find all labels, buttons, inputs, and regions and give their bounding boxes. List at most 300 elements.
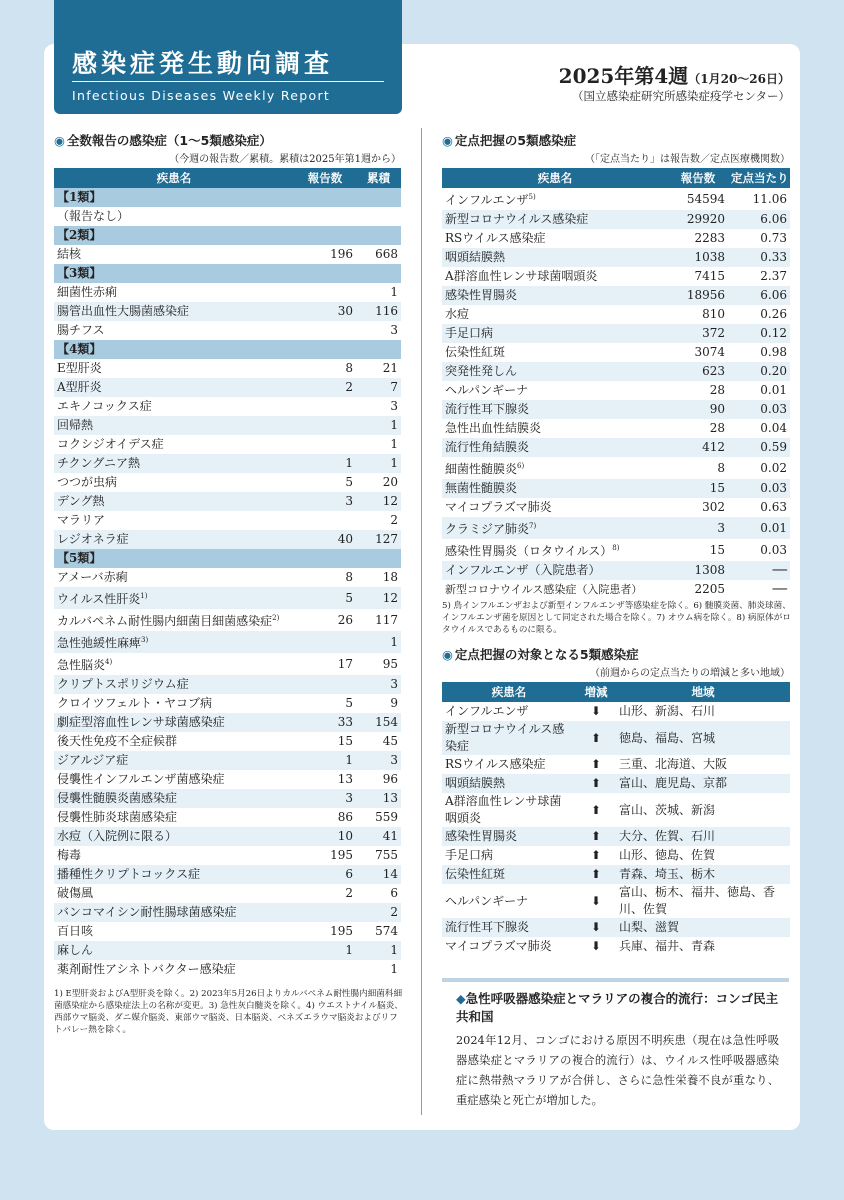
arrow-up-icon: ⬆ — [576, 865, 616, 884]
disease-cell — [442, 498, 668, 517]
disease-name: 薬剤耐性アシネトバクター感染症 — [57, 962, 236, 976]
disease-name: 水痘（入院例に限る） — [57, 829, 178, 843]
disease-name: 咽頭結膜熱 — [445, 250, 506, 264]
table-row — [442, 381, 790, 400]
cumulative-cell: 9 — [390, 696, 398, 710]
arrow-up-icon: ⬆ — [576, 774, 616, 793]
count-cell — [294, 416, 356, 435]
count-cell: 3 — [294, 789, 356, 808]
cumulative-cell: 13 — [356, 789, 401, 808]
cumulative-cell: 45 — [382, 734, 398, 748]
col-disease: 疾患名 — [54, 168, 294, 188]
disease-cell — [442, 438, 668, 457]
disease-cell — [54, 694, 294, 713]
disease-cell — [442, 324, 668, 343]
count-cell — [294, 321, 356, 340]
count-cell: 26 — [337, 612, 353, 627]
table-row — [442, 267, 790, 286]
news-title-text: 急性呼吸器感染症とマラリアの複合的流行：コンゴ民主共和国 — [456, 991, 779, 1024]
cumulative-cell: 3 — [390, 323, 398, 337]
category-label: 【5類】 — [54, 549, 401, 568]
arrow-down-icon: ⬇ — [590, 893, 602, 908]
disease-cell — [442, 188, 668, 210]
region-cell: 徳島、福島、宮城 — [616, 721, 790, 755]
table-row — [442, 438, 790, 457]
count-cell: 15 — [709, 542, 725, 557]
footnote-ref: 8) — [612, 544, 620, 552]
disease-cell — [54, 631, 294, 653]
disease-cell — [442, 381, 668, 400]
table-row — [54, 694, 401, 713]
column-divider — [421, 128, 422, 1115]
cumulative-cell: 2 — [390, 513, 398, 527]
cumulative-cell: 117 — [375, 612, 398, 627]
col-count: 報告数 — [294, 168, 356, 188]
disease-name: （報告なし） — [57, 209, 130, 223]
footnote-ref: 6) — [517, 462, 525, 470]
news-title — [442, 982, 789, 1026]
disease-cell — [54, 770, 294, 789]
per-sentinel-cell: 0.03 — [728, 479, 790, 498]
count-cell: 3074 — [694, 345, 725, 359]
table-row — [442, 721, 790, 755]
disease-name: 流行性耳下腺炎 — [445, 920, 530, 934]
disease-name: 新型コロナウイルス感染症 — [445, 722, 565, 753]
cumulative-cell: 12 — [356, 492, 401, 511]
count-cell: 15 — [337, 734, 353, 748]
disease-name: 劇症型溶血性レンサ球菌感染症 — [57, 715, 225, 729]
table-row — [54, 587, 401, 609]
table-row — [54, 884, 401, 903]
count-cell: 10 — [294, 827, 356, 846]
disease-cell — [442, 918, 576, 937]
disease-cell — [442, 865, 576, 884]
disease-name: 百日咳 — [57, 924, 94, 938]
disease-name: デング熱 — [57, 494, 105, 508]
right1-footnote: 5) 鳥インフルエンザおよび新型インフルエンザ等感染症を除く。6) 髄膜炎菌、肺炎球菌、インフルエンザ菌を原因として同定された場合を除く。7) オウム病を除く。8) 病原体がロタウイルスであるものに限る。 — [442, 601, 791, 635]
per-sentinel-cell: 6.06 — [728, 210, 790, 229]
count-cell: 3 — [294, 492, 356, 511]
disease-cell — [54, 435, 294, 454]
left-heading-text: 全数報告の感染症（1～5類感染症） — [66, 133, 272, 148]
disease-cell — [442, 419, 668, 438]
per-sentinel-cell: 0.26 — [760, 307, 787, 321]
per-sentinel-cell: 0.01 — [728, 517, 790, 539]
arrow-up-icon: ⬆ — [576, 721, 616, 755]
region-cell: 富山、鹿児島、京都 — [616, 774, 790, 793]
disease-name: 急性弛緩性麻痺 — [57, 636, 142, 650]
table-row — [54, 789, 401, 808]
disease-cell — [54, 302, 294, 321]
bullet-icon: ◉ — [442, 647, 453, 662]
disease-cell — [54, 359, 294, 378]
count-cell: 13 — [337, 772, 353, 786]
disease-name: 手足口病 — [445, 326, 494, 340]
count-cell: 372 — [668, 324, 728, 343]
table-row — [54, 321, 401, 340]
table-row — [442, 755, 790, 774]
category-row — [54, 549, 401, 568]
footnote-ref: 5) — [528, 193, 536, 201]
disease-cell — [54, 789, 294, 808]
table-row — [442, 248, 790, 267]
cumulative-cell: 127 — [356, 530, 401, 549]
table-row — [442, 286, 790, 305]
region-cell: 山形、徳島、佐賀 — [619, 848, 716, 862]
cumulative-cell: 14 — [356, 865, 401, 884]
table-row — [54, 359, 401, 378]
disease-name: 破傷風 — [57, 886, 94, 900]
table-row — [54, 609, 401, 631]
count-cell: 623 — [668, 362, 728, 381]
disease-name: 急性出血性結膜炎 — [445, 421, 542, 435]
disease-name: 流行性耳下腺炎 — [445, 402, 530, 416]
per-sentinel-cell: 0.63 — [760, 500, 787, 514]
disease-cell — [442, 539, 668, 561]
disease-cell — [442, 267, 668, 286]
count-cell: 3 — [668, 517, 728, 539]
cumulative-cell: 1 — [356, 416, 401, 435]
table-row — [54, 675, 401, 694]
count-cell: 412 — [668, 438, 728, 457]
disease-name: 突発性発しん — [445, 364, 518, 378]
cumulative-cell: 1 — [356, 631, 401, 653]
region-cell: 山形、新潟、石川 — [619, 704, 716, 718]
table-header-row — [54, 168, 401, 188]
count-cell: 1 — [294, 941, 356, 960]
per-sentinel-cell: 0.33 — [728, 248, 790, 267]
count-cell: 90 — [668, 400, 728, 419]
disease-cell — [54, 454, 294, 473]
disease-name: ジアルジア症 — [57, 753, 129, 767]
disease-name: 侵襲性髄膜炎菌感染症 — [57, 791, 178, 805]
disease-cell — [442, 400, 668, 419]
col-cumulative: 累積 — [356, 168, 401, 188]
count-cell: 28 — [709, 383, 725, 397]
disease-name: レジオネラ症 — [57, 532, 129, 546]
table-row — [54, 631, 401, 653]
disease-name: 咽頭結膜熱 — [445, 776, 506, 790]
disease-name: バンコマイシン耐性腸球菌感染症 — [57, 905, 237, 919]
col-region: 地域 — [616, 682, 790, 702]
cumulative-cell: 154 — [356, 713, 401, 732]
table-row — [442, 305, 790, 324]
table-row — [442, 774, 790, 793]
disease-cell — [54, 530, 294, 549]
trend-table — [442, 682, 790, 956]
region-cell: 青森、埼玉、栃木 — [616, 865, 790, 884]
count-cell: 5 — [294, 587, 356, 609]
disease-name: ウイルス性肝炎 — [57, 592, 141, 606]
per-sentinel-cell: 0.59 — [728, 438, 790, 457]
per-sentinel-cell: 0.01 — [760, 383, 787, 397]
disease-name: 細菌性赤痢 — [57, 285, 118, 299]
cumulative-cell: 1 — [390, 437, 398, 451]
table-row — [442, 400, 790, 419]
table-row — [54, 960, 401, 979]
arrow-up-icon: ⬆ — [590, 757, 602, 771]
disease-name: A群溶血性レンサ球菌咽頭炎 — [445, 269, 598, 283]
table-row — [54, 207, 401, 226]
disease-cell — [54, 846, 294, 865]
per-sentinel-cell: 11.06 — [752, 191, 787, 206]
disease-cell — [54, 827, 294, 846]
disease-cell — [442, 755, 576, 774]
count-cell: 8 — [717, 460, 725, 475]
cumulative-cell: 2 — [356, 903, 401, 922]
disease-name: 侵襲性インフルエンザ菌感染症 — [57, 772, 225, 786]
region-cell: 富山、栃木、福井、徳島、香川、佐賀 — [619, 885, 776, 916]
cumulative-cell: 668 — [375, 247, 398, 261]
count-cell: 1 — [294, 454, 356, 473]
footnote-ref: 2) — [272, 614, 280, 622]
col-per-sentinel: 定点当たり — [728, 168, 790, 188]
table-row — [442, 343, 790, 362]
disease-cell — [54, 865, 294, 884]
table-row — [442, 210, 790, 229]
disease-name: 腸チフス — [57, 323, 105, 337]
table-row — [442, 884, 790, 918]
table-row — [54, 283, 401, 302]
week-info — [559, 60, 790, 89]
table-row — [442, 188, 790, 210]
count-cell: 86 — [337, 810, 353, 824]
disease-name: アメーバ赤痢 — [57, 570, 128, 584]
disease-cell — [54, 511, 294, 530]
disease-cell — [54, 751, 294, 770]
disease-cell — [442, 479, 668, 498]
table-row — [54, 473, 401, 492]
table-row — [54, 713, 401, 732]
disease-cell — [442, 286, 668, 305]
count-cell — [294, 435, 356, 454]
news-body: 2024年12月、コンゴにおける原因不明疾患（現在は急性呼吸器感染症とマラリアの複合的流行）は、ウイルス性呼吸器感染症に熱帯熱マラリアが合併し、さらに急性栄養不良が重なり、重症感染と死亡が増加した。 — [456, 1034, 779, 1107]
disease-cell — [442, 305, 668, 324]
col-disease: 疾患名 — [442, 682, 576, 702]
table-row — [442, 457, 790, 479]
cumulative-cell: 6 — [390, 886, 398, 900]
arrow-up-icon: ⬆ — [590, 802, 602, 817]
table-row — [54, 827, 401, 846]
disease-cell — [442, 937, 576, 956]
count-cell: 6 — [294, 865, 356, 884]
arrow-up-icon: ⬆ — [576, 827, 616, 846]
category-label: 【3類】 — [54, 264, 401, 283]
disease-cell — [442, 793, 576, 827]
table-row — [54, 568, 401, 587]
table-row — [442, 561, 790, 580]
table-row — [442, 419, 790, 438]
disease-name: インフルエンザ（入院患者） — [445, 563, 601, 577]
count-cell: 195 — [330, 924, 353, 938]
cumulative-cell: 755 — [375, 848, 398, 862]
disease-name: 無菌性髄膜炎 — [445, 481, 518, 495]
cumulative-cell: 7 — [356, 378, 401, 397]
category-label: 【4類】 — [54, 340, 401, 359]
count-cell: 8 — [345, 361, 353, 375]
table-row — [442, 918, 790, 937]
disease-name: クラミジア肺炎 — [445, 522, 530, 536]
disease-cell — [442, 210, 668, 229]
sentinel-diseases-table — [442, 168, 790, 599]
category-row — [54, 188, 401, 207]
category-row — [54, 340, 401, 359]
disease-name: 梅毒 — [57, 848, 82, 862]
table-row — [54, 751, 401, 770]
table-row — [54, 903, 401, 922]
disease-cell — [442, 702, 576, 721]
per-sentinel-cell: 0.04 — [760, 421, 787, 435]
disease-cell — [54, 903, 294, 922]
cumulative-cell: 1 — [390, 285, 398, 299]
count-cell: 196 — [330, 247, 353, 261]
title-divider — [72, 81, 384, 82]
table-row — [54, 416, 401, 435]
category-label: 【2類】 — [54, 226, 401, 245]
disease-cell — [54, 587, 294, 609]
arrow-up-icon: ⬆ — [590, 848, 602, 862]
per-sentinel-cell: 0.20 — [728, 362, 790, 381]
table-row — [442, 324, 790, 343]
disease-name: 新型コロナウイルス感染症 — [445, 212, 589, 226]
bullet-icon: ◉ — [442, 133, 453, 148]
count-cell — [294, 397, 356, 416]
disease-cell — [54, 568, 294, 587]
organization: （国立感染症研究所感染症疫学センター） — [571, 89, 790, 103]
right2-heading-text: 定点把握の対象となる5類感染症 — [454, 647, 639, 662]
arrow-down-icon: ⬇ — [590, 939, 602, 953]
disease-name: マイコプラズマ肺炎 — [445, 500, 552, 514]
table-row — [54, 846, 401, 865]
disease-name: インフルエンザ — [445, 193, 529, 207]
col-count: 報告数 — [668, 168, 728, 188]
region-cell: 富山、茨城、新潟 — [619, 802, 716, 817]
count-cell: 1308 — [668, 561, 728, 580]
category-label: 【1類】 — [54, 188, 401, 207]
count-cell — [294, 511, 356, 530]
right-section2-heading — [442, 645, 639, 663]
disease-cell — [442, 229, 668, 248]
disease-cell — [442, 846, 576, 865]
disease-name: マイコプラズマ肺炎 — [445, 939, 552, 953]
table-row — [442, 846, 790, 865]
table-row — [54, 245, 401, 264]
count-cell: 2205 — [694, 582, 725, 596]
disease-cell — [442, 774, 576, 793]
cumulative-cell — [356, 207, 401, 226]
count-cell: 17 — [337, 656, 353, 671]
table-row — [54, 492, 401, 511]
disease-cell — [54, 922, 294, 941]
disease-cell — [54, 960, 294, 979]
per-sentinel-cell: 0.02 — [760, 460, 787, 475]
per-sentinel-cell: 0.03 — [728, 400, 790, 419]
count-cell — [294, 903, 356, 922]
per-sentinel-cell: 0.98 — [760, 345, 787, 359]
category-row — [54, 264, 401, 283]
disease-name: マラリア — [57, 513, 106, 527]
cumulative-cell: 20 — [382, 475, 398, 489]
table-header-row — [442, 168, 790, 188]
disease-cell — [442, 517, 668, 539]
count-cell: 29920 — [668, 210, 728, 229]
table-row — [442, 827, 790, 846]
table-row — [442, 362, 790, 381]
count-cell: 33 — [294, 713, 356, 732]
table-row — [54, 922, 401, 941]
per-sentinel-cell: ── — [728, 561, 790, 580]
diamond-icon: ◆ — [456, 991, 466, 1006]
table-row — [442, 865, 790, 884]
disease-name: インフルエンザ — [445, 704, 529, 718]
disease-cell — [442, 721, 576, 755]
count-cell — [294, 675, 356, 694]
table-row — [442, 479, 790, 498]
table-row — [54, 653, 401, 675]
disease-cell — [54, 245, 294, 264]
table-row — [54, 378, 401, 397]
cumulative-cell: 41 — [356, 827, 401, 846]
cumulative-cell: 116 — [356, 302, 401, 321]
disease-cell — [54, 675, 294, 694]
cumulative-cell: 96 — [382, 772, 398, 786]
disease-name: 感染性胃腸炎 — [445, 829, 518, 843]
table-row — [54, 435, 401, 454]
table-row — [54, 770, 401, 789]
disease-cell — [54, 653, 294, 675]
region-cell: 山梨、滋賀 — [616, 918, 790, 937]
disease-cell — [54, 397, 294, 416]
table-header-row — [442, 682, 790, 702]
count-cell: 2 — [294, 378, 356, 397]
table-row — [442, 580, 790, 599]
disease-name: 感染性胃腸炎（ロタウイルス） — [445, 544, 613, 558]
disease-cell — [54, 808, 294, 827]
disease-cell — [54, 941, 294, 960]
bullet-icon: ◉ — [54, 133, 65, 148]
disease-name: 播種性クリプトコックス症 — [57, 867, 201, 881]
cumulative-cell: 559 — [375, 810, 398, 824]
category-row — [54, 226, 401, 245]
right1-heading-text: 定点把握の5類感染症 — [454, 133, 577, 148]
disease-cell — [54, 283, 294, 302]
disease-name: 結核 — [57, 247, 82, 261]
disease-name: 流行性角結膜炎 — [445, 440, 530, 454]
disease-cell — [54, 416, 294, 435]
disease-name: チクングニア熱 — [57, 456, 141, 470]
arrow-down-icon: ⬇ — [576, 918, 616, 937]
date-range: （1月20～26日） — [688, 72, 790, 86]
disease-name: 伝染性紅斑 — [445, 867, 506, 881]
disease-name: クロイツフェルト・ヤコブ病 — [57, 696, 213, 710]
disease-name: つつが虫病 — [57, 475, 118, 489]
count-cell — [294, 283, 356, 302]
table-row — [54, 511, 401, 530]
disease-name: カルバペネム耐性腸内細菌目細菌感染症 — [57, 614, 273, 628]
col-disease: 疾患名 — [442, 168, 668, 188]
disease-name: 腸管出血性大腸菌感染症 — [57, 304, 190, 318]
count-cell — [294, 207, 356, 226]
disease-name: クリプトスポリジウム症 — [57, 677, 189, 691]
count-cell: 28 — [709, 421, 725, 435]
count-cell: 1038 — [668, 248, 728, 267]
cumulative-cell: 1 — [356, 941, 401, 960]
disease-name: ヘルパンギーナ — [445, 893, 529, 908]
count-cell: 7415 — [694, 269, 725, 283]
right-section1-heading — [442, 131, 576, 149]
disease-name: RSウイルス感染症 — [445, 231, 546, 245]
disease-cell — [54, 884, 294, 903]
